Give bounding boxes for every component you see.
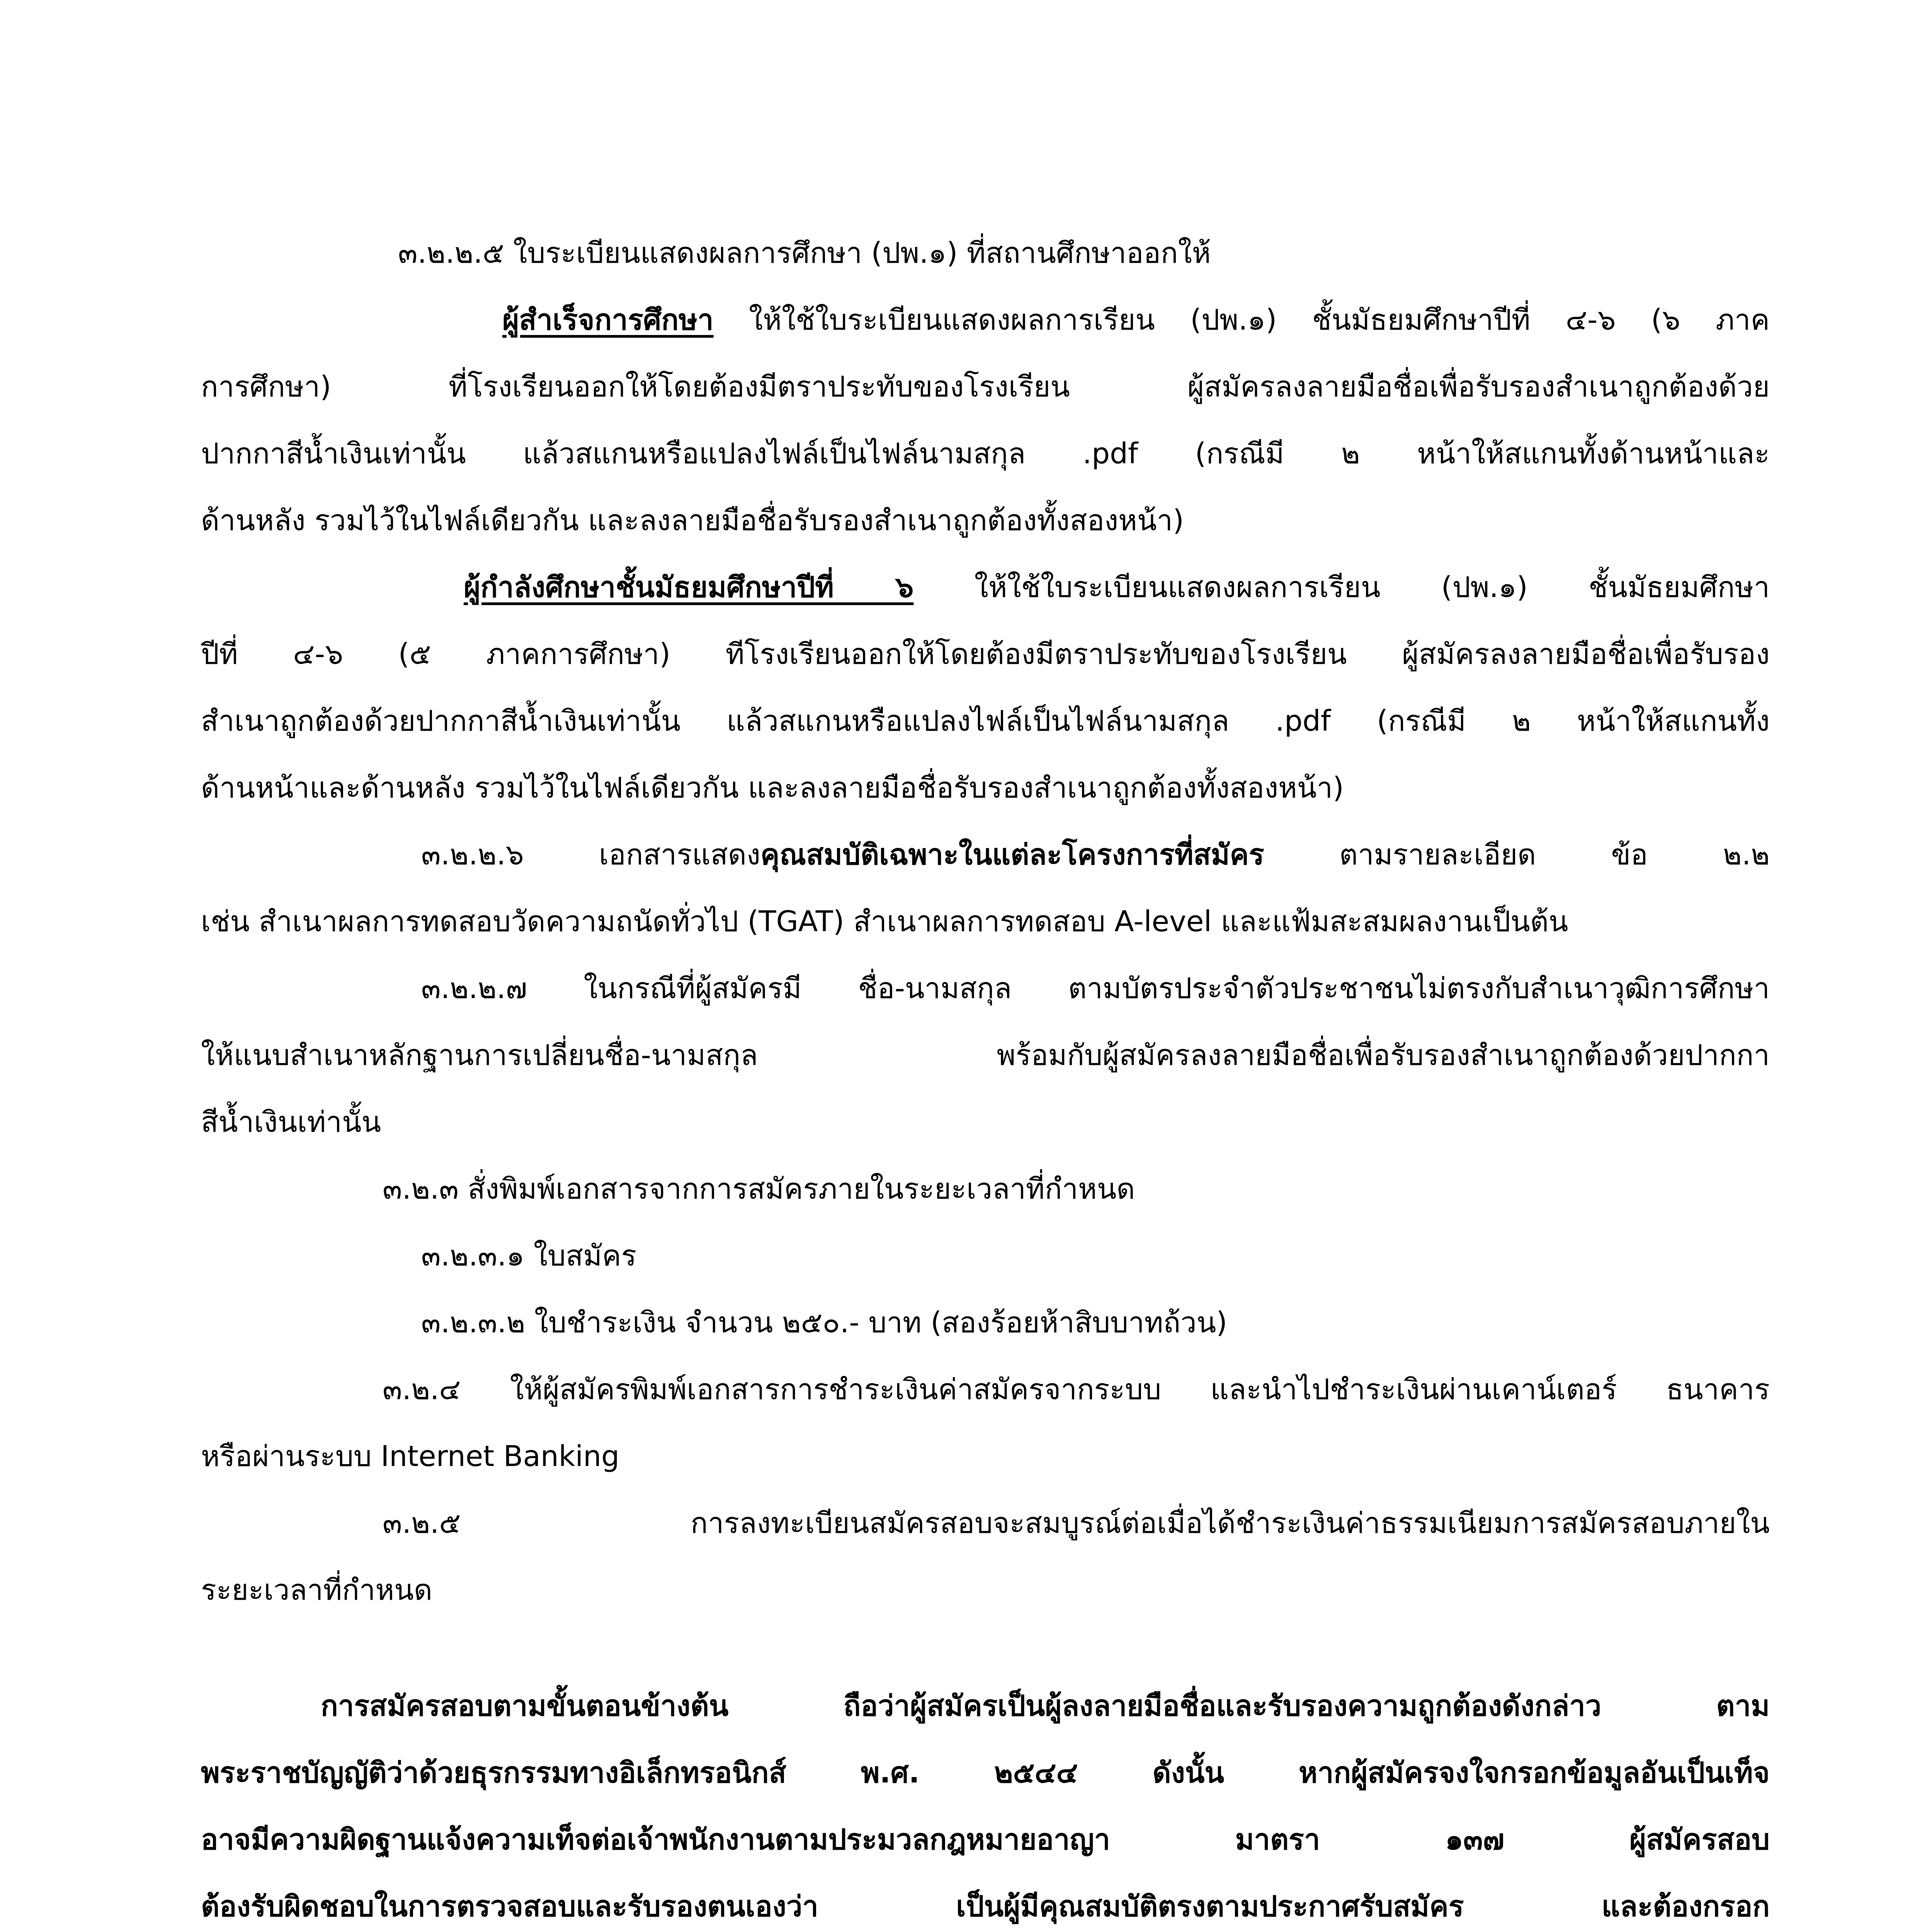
item-3-2-2-6-line — [421, 833, 1770, 876]
grade6-paragraph-line: สำเนาถูกต้องด้วยปากกาสีน้ำเงินเท่านั้น แล้วสแกนหรือแปลงไฟล์เป็นไฟล์นามสกุล .pdf (กรณีมี ๒ หน้าให้สแกนทั้ง — [201, 704, 1770, 738]
item-3-2-4-line: ๓.๒.๔ ให้ผู้สมัครพิมพ์เอกสารการชำระเงินค่าสมัครจากระบบ และนำไปชำระเงินผ่านเคาน์เตอร์ ธนาคาร — [383, 1373, 1770, 1406]
graduate-paragraph-line: ปากกาสีน้ำเงินเท่านั้น แล้วสแกนหรือแปลงไฟล์เป็นไฟล์นามสกุล .pdf (กรณีมี ๒ หน้าให้สแกนทั้งด้านหน้าและ — [201, 437, 1770, 470]
item-3-2-2-6-bold: คุณสมบัติเฉพาะในแต่ละโครงการที่สมัคร — [760, 838, 1264, 871]
legal-notice-line: การสมัครสอบตามขั้นตอนข้างต้น ถือว่าผู้สมัครเป็นผู้ลงลายมือชื่อและรับรองความถูกต้องดังกล่าว ตาม — [321, 1689, 1770, 1723]
item-3-2-4-line: หรือผ่านระบบ Internet Banking — [201, 1440, 620, 1473]
item-3-2-2-5-heading: ๓.๒.๒.๕ ใบระเบียนแสดงผลการศึกษา (ปพ.๑) ที่สถานศึกษาออกให้ — [398, 236, 1211, 270]
item-3-2-2-6-prefix: ๓.๒.๒.๖ เอกสารแสดง — [421, 838, 761, 871]
item-3-2-2-7-line: สีน้ำเงินเท่านั้น — [201, 1105, 381, 1139]
graduate-paragraph-line — [502, 299, 1770, 341]
item-3-2-2-7-line: ๓.๒.๒.๗ ในกรณีที่ผู้สมัครมี ชื่อ-นามสกุล ตามบัตรประจำตัวประชาชนไม่ตรงกับสำเนาวุฒิการศึกษา — [421, 972, 1770, 1005]
legal-notice-line: พระราชบัญญัติว่าด้วยธุรกรรมทางอิเล็กทรอนิกส์ พ.ศ. ๒๕๔๔ ดังนั้น หากผู้สมัครจงใจกรอกข้อมูลอันเป็นเท็จ — [201, 1756, 1770, 1789]
graduate-paragraph-line: การศึกษา) ที่โรงเรียนออกให้โดยต้องมีตราประทับของโรงเรียน ผู้สมัครลงลายมือชื่อเพื่อรับรองสำเนาถูกต้องด้วย — [201, 370, 1770, 403]
legal-notice-line: ต้องรับผิดชอบในการตรวจสอบและรับรองตนเองว่า เป็นผู้มีคุณสมบัติตรงตามประกาศรับสมัคร และต้องกรอก — [201, 1890, 1770, 1923]
item-3-2-5-line: ระยะเวลาที่กำหนด — [201, 1573, 432, 1607]
item-3-2-3-heading: ๓.๒.๓ สั่งพิมพ์เอกสารจากการสมัครภายในระยะเวลาที่กำหนด — [383, 1172, 1135, 1206]
grade6-paragraph-line: ปีที่ ๔-๖ (๕ ภาคการศึกษา) ทีโรงเรียนออกให้โดยต้องมีตราประทับของโรงเรียน ผู้สมัครลงลายมือชื่อเพื่อรับรอง — [201, 638, 1770, 671]
item-3-2-3-2: ๓.๒.๓.๒ ใบชำระเงิน จำนวน ๒๕๐.- บาท (สองร้อยห้าสิบบาทถ้วน) — [421, 1306, 1228, 1339]
item-3-2-2-6-line: เช่น สำเนาผลการทดสอบวัดความถนัดทั่วไป (TGAT) สำเนาผลการทดสอบ A-level และแฟ้มสะสมผลงานเป็นต้น — [201, 905, 1568, 938]
grade6-label: ผู้กำลังศึกษาชั้นมัธยมศึกษาปีที่ ๖ — [464, 571, 914, 604]
item-3-2-5-line: ๓.๒.๕ การลงทะเบียนสมัครสอบจะสมบูรณ์ต่อเมื่อได้ชำระเงินค่าธรรมเนียมการสมัครสอบภายใน — [383, 1507, 1770, 1540]
graduate-label: ผู้สำเร็จการศึกษา — [502, 303, 714, 337]
legal-notice-line: อาจมีความผิดฐานแจ้งความเท็จต่อเจ้าพนักงานตามประมวลกฎหมายอาญา มาตรา ๑๓๗ ผู้สมัครสอบ — [201, 1823, 1770, 1856]
grade6-paragraph-line: ด้านหน้าและด้านหลัง รวมไว้ในไฟล์เดียวกัน และลงลายมือชื่อรับรองสำเนาถูกต้องทั้งสองหน้า) — [201, 771, 1344, 804]
item-3-2-2-7-line: ให้แนบสำเนาหลักฐานการเปลี่ยนชื่อ-นามสกุล พร้อมกับผู้สมัครลงลายมือชื่อเพื่อรับรองสำเนาถูกต้องด้วยปากกา — [201, 1039, 1770, 1072]
graduate-text: ให้ใช้ใบระเบียนแสดงผลการเรียน (ปพ.๑) ชั้นมัธยมศึกษาปีที่ ๔-๖ (๖ ภาค — [713, 303, 1770, 337]
grade6-text: ให้ใช้ใบระเบียนแสดงผลการเรียน (ปพ.๑) ชั้นมัธยมศึกษา — [913, 571, 1770, 604]
grade6-paragraph-line — [464, 566, 1770, 609]
item-3-2-3-1: ๓.๒.๓.๑ ใบสมัคร — [421, 1239, 637, 1272]
graduate-paragraph-line: ด้านหลัง รวมไว้ในไฟล์เดียวกัน และลงลายมือชื่อรับรองสำเนาถูกต้องทั้งสองหน้า) — [201, 504, 1184, 537]
item-3-2-2-6-suffix: ตามรายละเอียด ข้อ ๒.๒ — [1264, 838, 1770, 871]
